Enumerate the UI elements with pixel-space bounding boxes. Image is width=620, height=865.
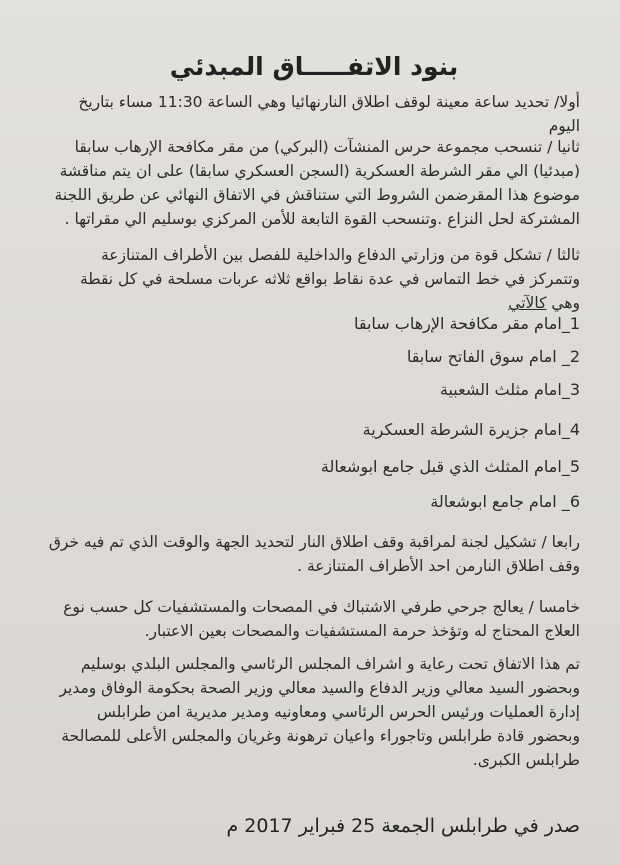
clause-2: ثانيا / تنسحب مجموعة حرس المنشآت (البركي) من مقر مكافحة الإرهاب سابقا (مبدئيا) الي مقر الشرطة العسكرية (السجن العسكري سابقا) على ان يتم مناقشة موضوع هذا المقرضمن الشروط التي ستناقش في الاتفاق النهائي عن طريق اللجنة المشتركة لحل النزاع .وتنسحب القوة التابعة للأمن المركزي بوسليم الي مقراتها . bbox=[54, 138, 580, 228]
clause-5: خامسا / يعالج جرحي طرفي الاشتباك في المصحات والمستشفيات كل حسب نوع العلاج المحتاج له وتؤخذ حرمة المستشفيات والمصحات بعين الاعتبار. bbox=[63, 598, 580, 640]
point-2: 2_ امام سوق الفاتح سابقا bbox=[406, 347, 580, 366]
closing-paragraph: تم هذا الاتفاق تحت رعاية و اشراف المجلس الرئاسي والمجلس البلدي بوسليم وبحضور السيد معالي وزير الدفاع والسيد معالي وزير الصحة بحكومة الوفاق ومدير إدارة العمليات ورئيس الحرس الرئاسي ومعاونيه ومدير مديرية امن طرابلس وبحضور قادة طرابلس وتاجوراء واعيان ترهونة وغريان والمجلس الأعلى للمصالحة طرابلس الكبرى. bbox=[59, 655, 580, 769]
point-6: 6_ امام جامع ابوشعالة bbox=[430, 492, 580, 511]
clause-3-tail: كالآتي bbox=[508, 294, 547, 312]
clause-3-text: ثالثا / تشكل قوة من وزارتي الدفاع والداخلية للفصل بين الأطراف المتنازعة وتتمركز في خط التماس في عدة نقاط بواقع ثلاثه عربات مسلحة في كل نقطة وهي bbox=[79, 246, 580, 312]
clause-1: أولا/ تحديد ساعة معينة لوقف اطلاق النارنهائيا وهي الساعة 11:30 مساء بتاريخ اليوم bbox=[78, 93, 580, 135]
point-4: 4_امام جزيرة الشرطة العسكرية bbox=[362, 420, 580, 439]
issue-date-line: صدر في طرابلس الجمعة 25 فبراير 2017 م bbox=[226, 815, 580, 837]
point-1: 1_امام مقر مكافحة الإرهاب سابقا bbox=[353, 314, 580, 333]
point-5: 5_امام المثلث الذي قبل جامع ابوشعالة bbox=[320, 457, 580, 476]
document-title: بنود الاتفـــــاق المبدئي bbox=[169, 52, 459, 81]
clause-4: رابعا / تشكيل لجنة لمراقبة وقف اطلاق النار لتحديد الجهة والوقت الذي تم فيه خرق وقف اطلاق النارمن احد الأطراف المتنازعة . bbox=[48, 533, 580, 575]
point-3: 3_امام مثلث الشعبية bbox=[439, 380, 580, 399]
clause-3 bbox=[48, 243, 580, 315]
